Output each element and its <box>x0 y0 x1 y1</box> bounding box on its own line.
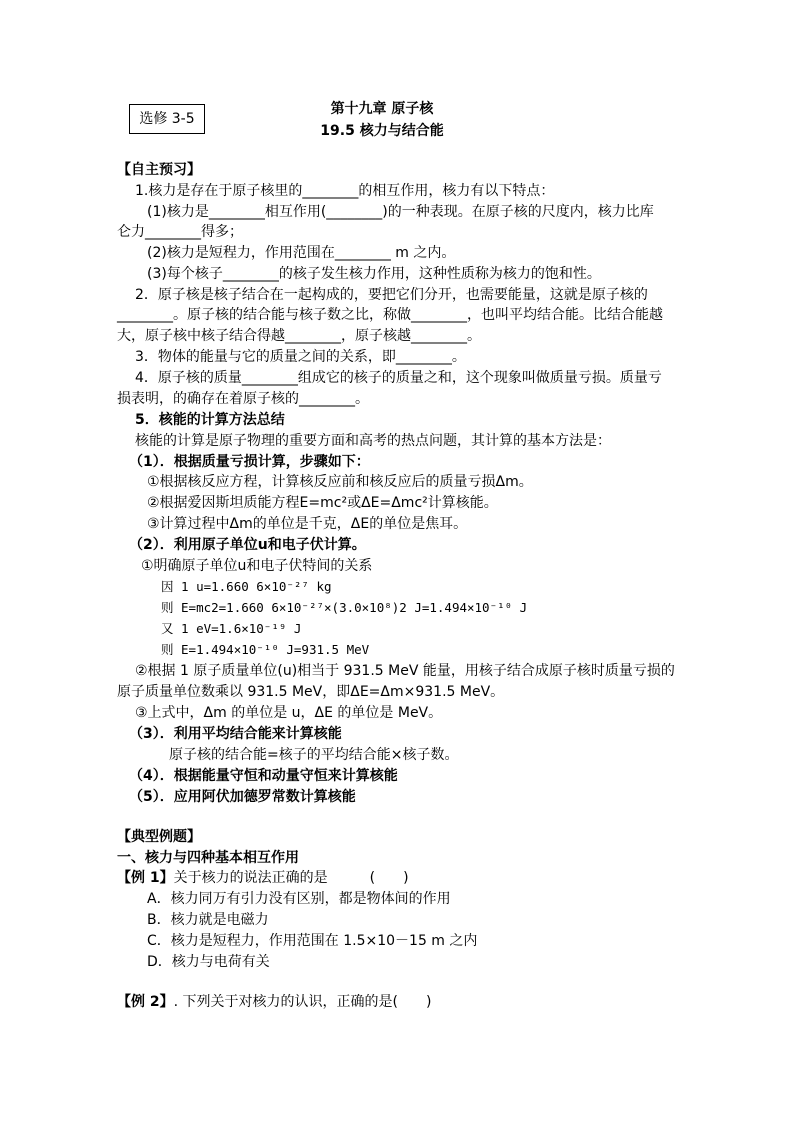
course-badge: 选修 3-5 <box>129 104 205 134</box>
method-step-heading: （3）．利用平均结合能来计算核能 <box>129 726 342 742</box>
example-2-question <box>117 992 431 1012</box>
example-2-tag: 【例 2】 <box>117 994 174 1010</box>
formula-line: 因 1 u=1.660 6×10⁻²⁷ kg <box>161 579 332 594</box>
preview-line: ②根据爱因斯坦质能方程E=mc²或ΔE=Δmc²计算核能。 <box>147 495 498 511</box>
method-step-heading: （5）．应用阿伏加德罗常数计算核能 <box>129 789 356 805</box>
preview-line: 核能的计算是原子物理的重要方面和高考的热点问题，其计算的基本方法是： <box>135 433 611 449</box>
examples-heading: 【典型例题】 <box>117 829 201 845</box>
preview-line: (2)核力是短程力，作用范围在________ m 之内。 <box>147 245 456 261</box>
method-heading: 5．核能的计算方法总结 <box>135 412 285 428</box>
preview-heading: 【自主预习】 <box>117 162 201 178</box>
preview-line: 1.核力是存在于原子核里的________的相互作用，核力有以下特点： <box>135 183 555 199</box>
preview-line: (3)每个核子________的核子发生核力作用，这种性质称为核力的饱和性。 <box>147 266 601 282</box>
chapter-title: 第十九章 原子核 <box>330 101 434 117</box>
preview-line: (1)核力是________相互作用(________)的一种表现。在原子核的尺度内，核力比库 <box>147 204 654 220</box>
preview-line: ①根据核反应方程，计算核反应前和核反应后的质量亏损Δm。 <box>147 474 533 490</box>
preview-line: 2．原子核是核子结合在一起构成的，要把它们分开，也需要能量，这就是原子核的 <box>135 287 648 303</box>
example-1-option-d: D．核力与电荷有关 <box>147 954 270 970</box>
preview-line: ②根据 1 原子质量单位(u)相当于 931.5 MeV 能量，用核子结合成原子核时质量亏损的 <box>135 663 675 679</box>
method-step-heading: （4）．根据能量守恒和动量守恒来计算核能 <box>129 768 398 784</box>
preview-line: 仑力________得多； <box>117 224 243 240</box>
formula-line: 又 1 eV=1.6×10⁻¹⁹ J <box>161 621 302 636</box>
examples-subheading: 一、核力与四种基本相互作用 <box>117 850 299 866</box>
example-1-question <box>117 868 409 888</box>
preview-line: ③上式中，Δm 的单位是 u，ΔE 的单位是 MeV。 <box>135 705 443 721</box>
section-title: 19.5 核力与结合能 <box>320 123 444 139</box>
example-1-tag: 【例 1】 <box>117 870 174 886</box>
preview-line: 损表明，的确存在着原子核的________。 <box>117 391 369 407</box>
method-step-heading: （1）．根据质量亏损计算，步骤如下： <box>129 454 370 470</box>
example-1-option-b: B．核力就是电磁力 <box>147 912 269 928</box>
example-1-text: 关于核力的说法正确的是 ( ) <box>173 870 409 886</box>
preview-line: ________。原子核的结合能与核子数之比，称做________，也叫平均结合能。比结合能越 <box>117 307 663 323</box>
example-2-text: . 下列关于对核力的认识，正确的是( ) <box>173 994 432 1010</box>
preview-line: 4．原子核的质量________组成它的核子的质量之和，这个现象叫做质量亏损。质量亏 <box>135 370 662 386</box>
preview-line: ③计算过程中Δm的单位是千克，ΔE的单位是焦耳。 <box>147 516 468 532</box>
formula-line: 则 E=1.494×10⁻¹⁰ J=931.5 MeV <box>161 642 370 657</box>
preview-line: ①明确原子单位u和电子伏特间的关系 <box>141 558 373 574</box>
method-step-heading: （2）．利用原子单位u和电子伏计算。 <box>129 537 366 553</box>
example-1-option-a: A．核力同万有引力没有区别，都是物体间的作用 <box>147 891 451 907</box>
preview-line: 原子核的结合能=核子的平均结合能×核子数。 <box>169 747 459 763</box>
example-1-option-c: C．核力是短程力，作用范围在 1.5×10－15 m 之内 <box>147 933 478 949</box>
preview-line: 大，原子核中核子结合得越________，原子核越________。 <box>117 328 481 344</box>
preview-line: 原子质量单位数乘以 931.5 MeV，即ΔE=Δm×931.5 MeV。 <box>117 684 505 700</box>
formula-line: 则 E=mc2=1.660 6×10⁻²⁷×(3.0×10⁸)2 J=1.494×10⁻¹⁰ J <box>161 600 528 615</box>
preview-line: 3．物体的能量与它的质量之间的关系，即________。 <box>135 349 466 365</box>
